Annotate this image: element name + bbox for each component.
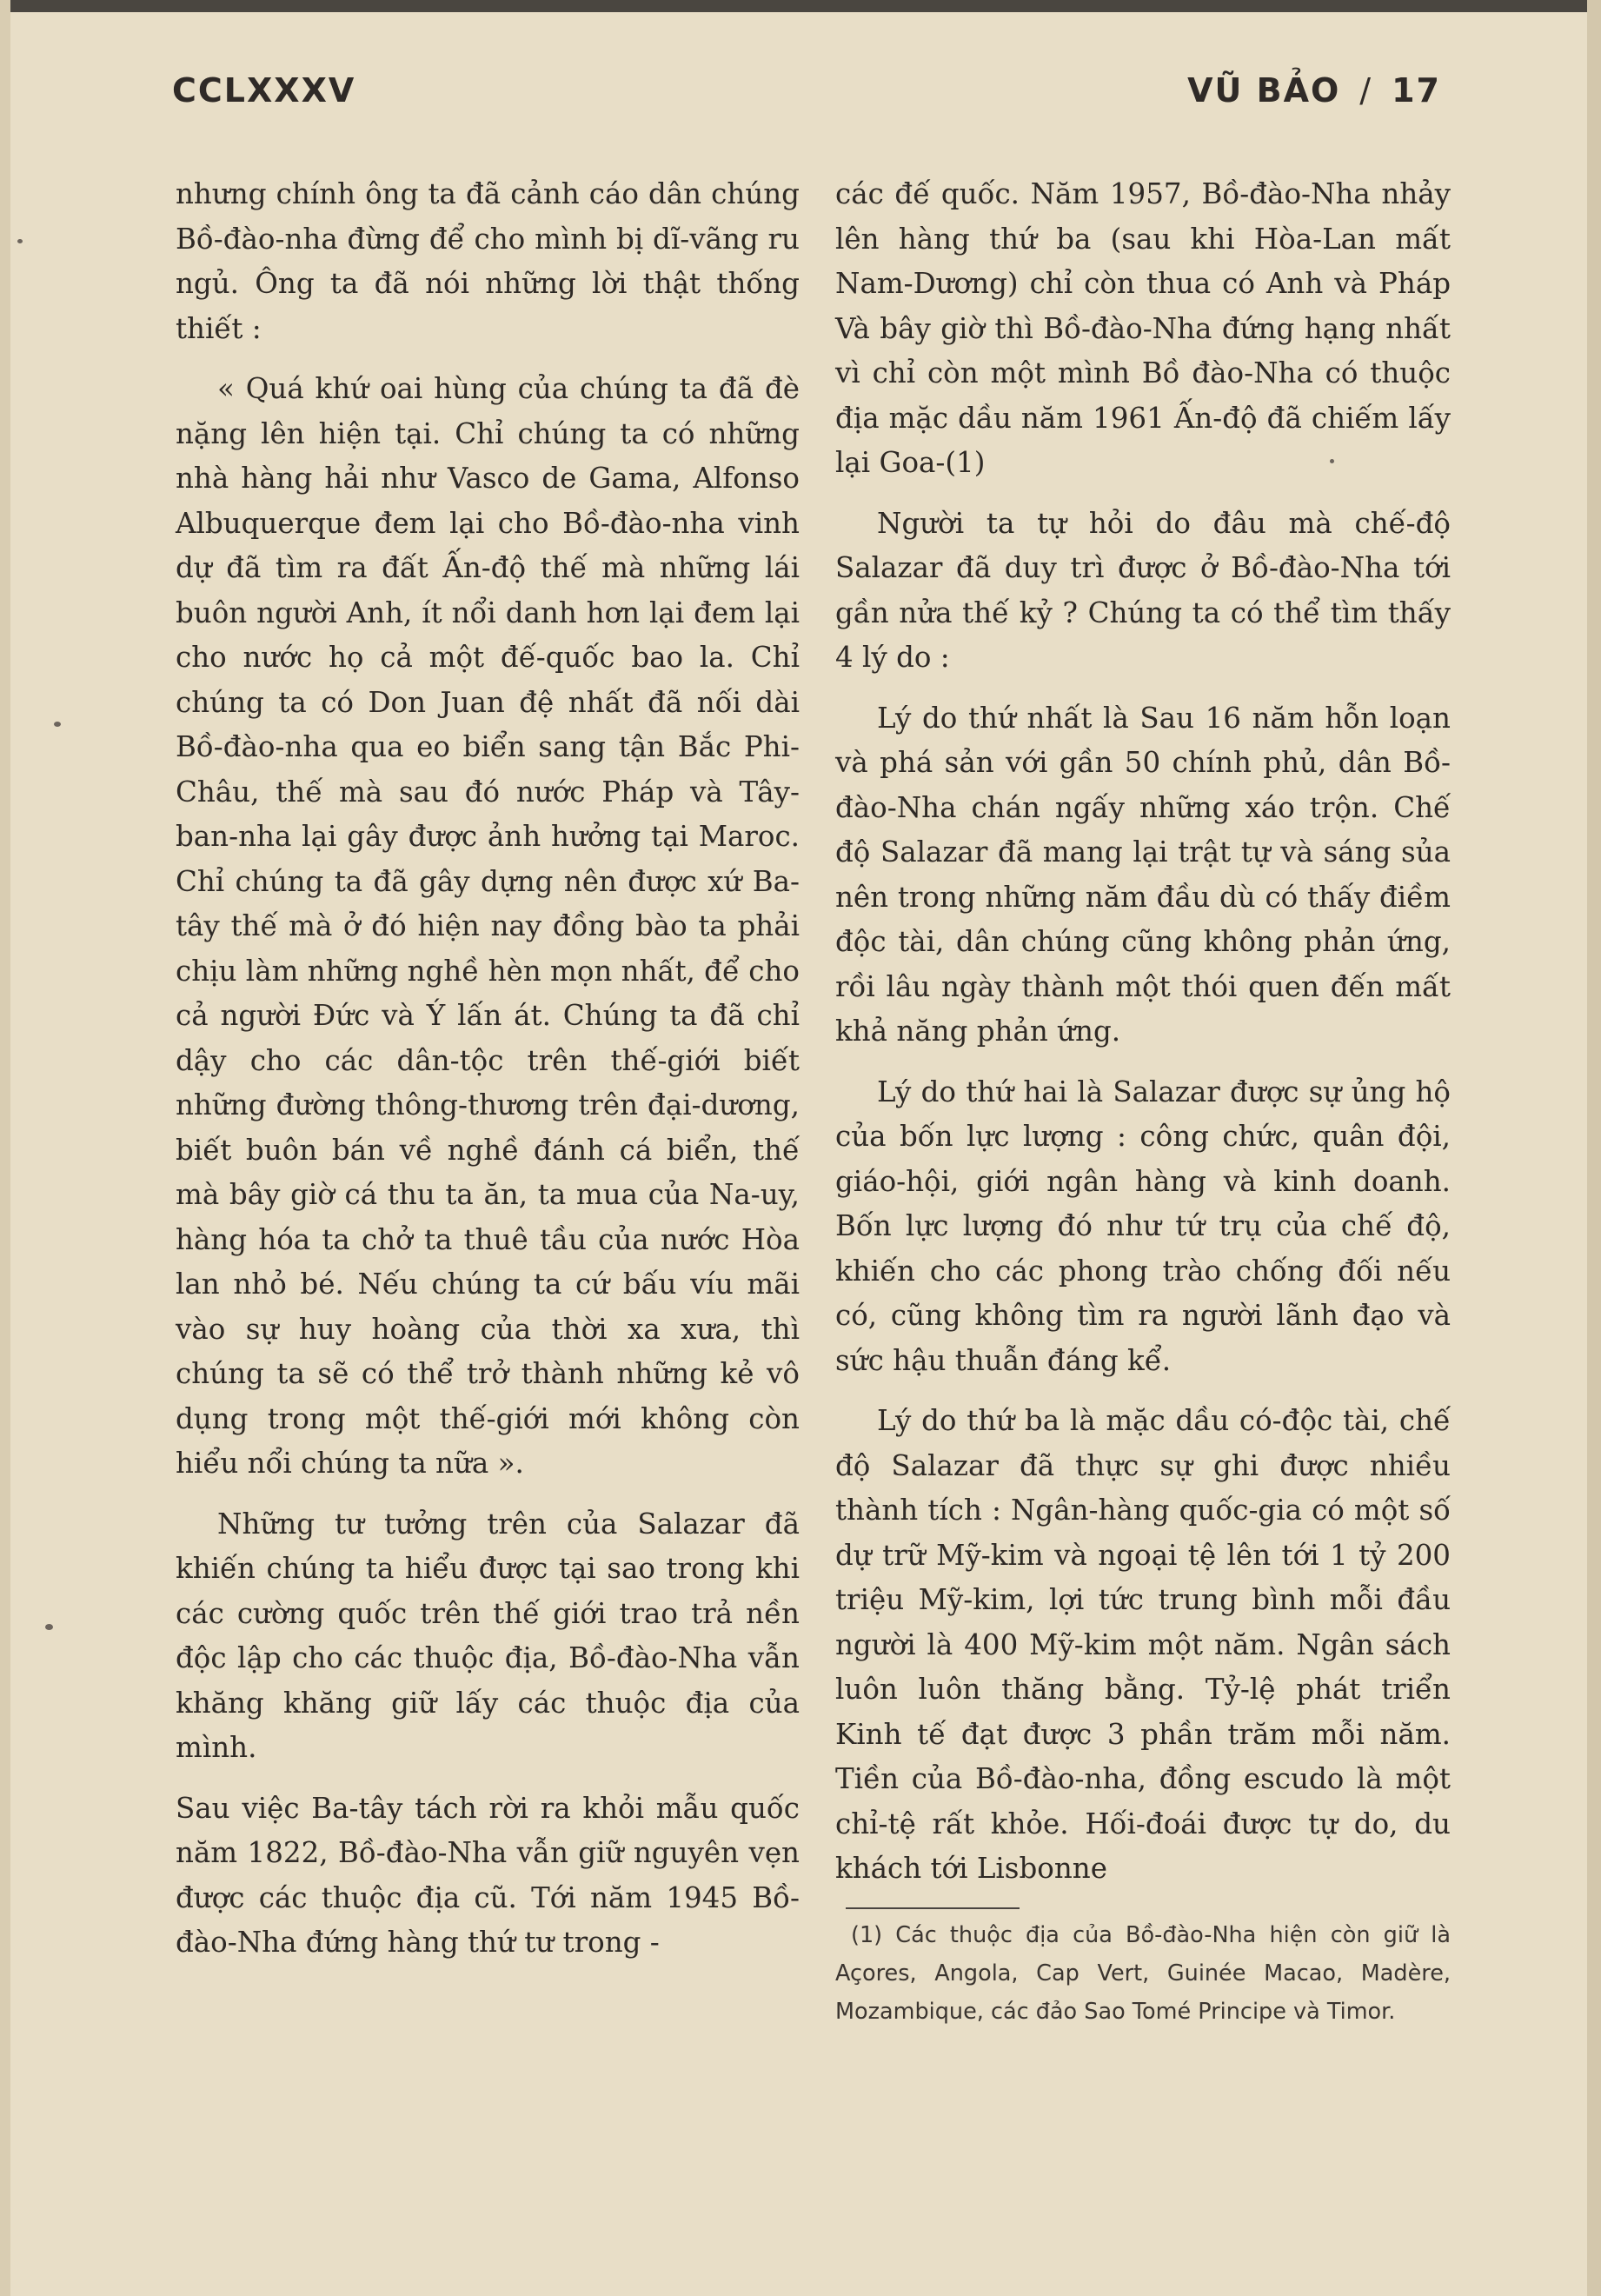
paragraph: Người ta tự hỏi do đâu mà chế-độ Salazar đã duy trì được ở Bồ-đào-Nha tới gần nửa thế kỷ ? Chúng ta có thể tìm thấy 4 lý do : bbox=[835, 506, 1451, 674]
running-title bbox=[1187, 71, 1441, 110]
page-top-edge bbox=[0, 0, 1601, 12]
right-column bbox=[835, 172, 1451, 2046]
footnote: (1) Các thuộc địa của Bồ-đào-Nha hiện còn giữ là Açores, Angola, Cap Vert, Guinée Macao, Madère, Mozambique, các đảo Sao Tomé Principe và Timor. bbox=[835, 1921, 1451, 2025]
paper-speck bbox=[45, 1624, 53, 1630]
header-separator: / bbox=[1359, 71, 1373, 110]
paper-speck bbox=[54, 722, 61, 727]
paper-speck bbox=[17, 239, 23, 243]
paragraph: nhưng chính ông ta đã cảnh cáo dân chúng Bồ-đào-nha đừng để cho mình bị dĩ-vãng ru ngủ. Ông ta đã nói những lời thật thống thiết : bbox=[176, 177, 800, 345]
left-column bbox=[176, 172, 800, 1981]
footnote-rule bbox=[846, 1907, 1020, 1909]
paragraph: Lý do thứ ba là mặc dầu có-độc tài, chế độ Salazar đã thực sự ghi được nhiều thành tích : Ngân-hàng quốc-gia có một số dự trữ Mỹ-kim và ngoại tệ lên tới 1 tỷ 200 triệu Mỹ-kim, lợi tức trung bình mỗi đầu người là 400 Mỹ-kim một năm. Ngân sách luôn luôn thăng bằng. Tỷ-lệ phát triển Kinh tế đạt được 3 phần trăm mỗi năm. Tiền của Bồ-đào-nha, đồng escudo là một chỉ-tệ rất khỏe. Hối-đoái được tự do, du khách tới Lisbonne bbox=[835, 1404, 1451, 1885]
page-number: 17 bbox=[1392, 71, 1441, 110]
paragraph: Lý do thứ hai là Salazar được sự ủng hộ của bốn lực lượng : công chức, quân đội, giáo-hội, giới ngân hàng và kinh doanh. Bốn lực lượng đó như tứ trụ của chế độ, khiến cho các phong trào chống đối nếu có, cũng không tìm ra người lãnh đạo và sức hậu thuẫn đáng kể. bbox=[835, 1075, 1451, 1377]
running-header bbox=[172, 71, 1441, 123]
paragraph: Lý do thứ nhất là Sau 16 năm hỗn loạn và phá sản với gần 50 chính phủ, dân Bồ-đào-Nha chán ngấy những xáo trộn. Chế độ Salazar đã mang lại trật tự và sáng sủa nên trong những năm đầu dù có thấy điềm độc tài, dân chúng cũng không phản ứng, rồi lâu ngày thành một thói quen đến mất khả năng phản ứng. bbox=[835, 701, 1451, 1048]
paragraph: Những tư tưởng trên của Salazar đã khiến chúng ta hiểu được tại sao trong khi các cường quốc trên thế giới trao trả nền độc lập cho các thuộc địa, Bồ-đào-Nha vẫn khăng khăng giữ lấy các thuộc địa của mình. bbox=[176, 1507, 800, 1764]
paragraph: các đế quốc. Năm 1957, Bồ-đào-Nha nhảy lên hàng thứ ba (sau khi Hòa-Lan mất Nam-Dương) chỉ còn thua có Anh và Pháp Và bây giờ thì Bồ-đào-Nha đứng hạng nhất vì chỉ còn một mình Bồ đào-Nha có thuộc địa mặc dầu năm 1961 Ấn-độ đã chiếm lấy lại Goa-(1) bbox=[835, 177, 1451, 479]
running-code: CCLXXXV bbox=[172, 71, 356, 110]
page-left-edge bbox=[0, 0, 10, 2296]
page-right-edge bbox=[1587, 0, 1601, 2296]
quotation-paragraph: « Quá khứ oai hùng của chúng ta đã đè nặng lên hiện tại. Chỉ chúng ta có những nhà hàng hải như Vasco de Gama, Alfonso Albuquerque đem lại cho Bồ-đào-nha vinh dự đã tìm ra đất Ấn-độ thế mà những lái buôn người Anh, ít nổi danh hơn lại đem lại cho nước họ cả một đế-quốc bao la. Chỉ chúng ta có Don Juan đệ nhất đã nối dài Bồ-đào-nha qua eo biển sang tận Bắc Phi-Châu, thế mà sau đó nước Pháp và Tây-ban-nha lại gây được ảnh hưởng tại Maroc. Chỉ chúng ta đã gây dựng nên được xứ Ba-tây thế mà ở đó hiện nay đồng bào ta phải chịu làm những nghề hèn mọn nhất, để cho cả người Đức và Ý lấn át. Chúng ta đã chỉ dậy cho các dân-tộc trên thế-giới biết những đường thông-thương trên đại-dương, biết buôn bán về nghề đánh cá biển, thế mà bây giờ cá thu ta ăn, ta mua của Na-uy, hàng hóa ta chở ta thuê tầu của nước Hòa lan nhỏ bé. Nếu chúng ta cứ bấu víu mãi vào sự huy hoàng của thời xa xưa, thì chúng ta sẽ có thể trở thành những kẻ vô dụng trong một thế-giới mới không còn hiểu nổi chúng ta nữa ». bbox=[176, 372, 800, 1480]
paragraph: Sau việc Ba-tây tách rời ra khỏi mẫu quốc năm 1822, Bồ-đào-Nha vẫn giữ nguyên vẹn được các thuộc địa cũ. Tới năm 1945 Bồ-đào-Nha đứng hàng thứ tư trong - bbox=[176, 1791, 800, 1959]
author-name: VŨ BẢO bbox=[1187, 71, 1341, 110]
